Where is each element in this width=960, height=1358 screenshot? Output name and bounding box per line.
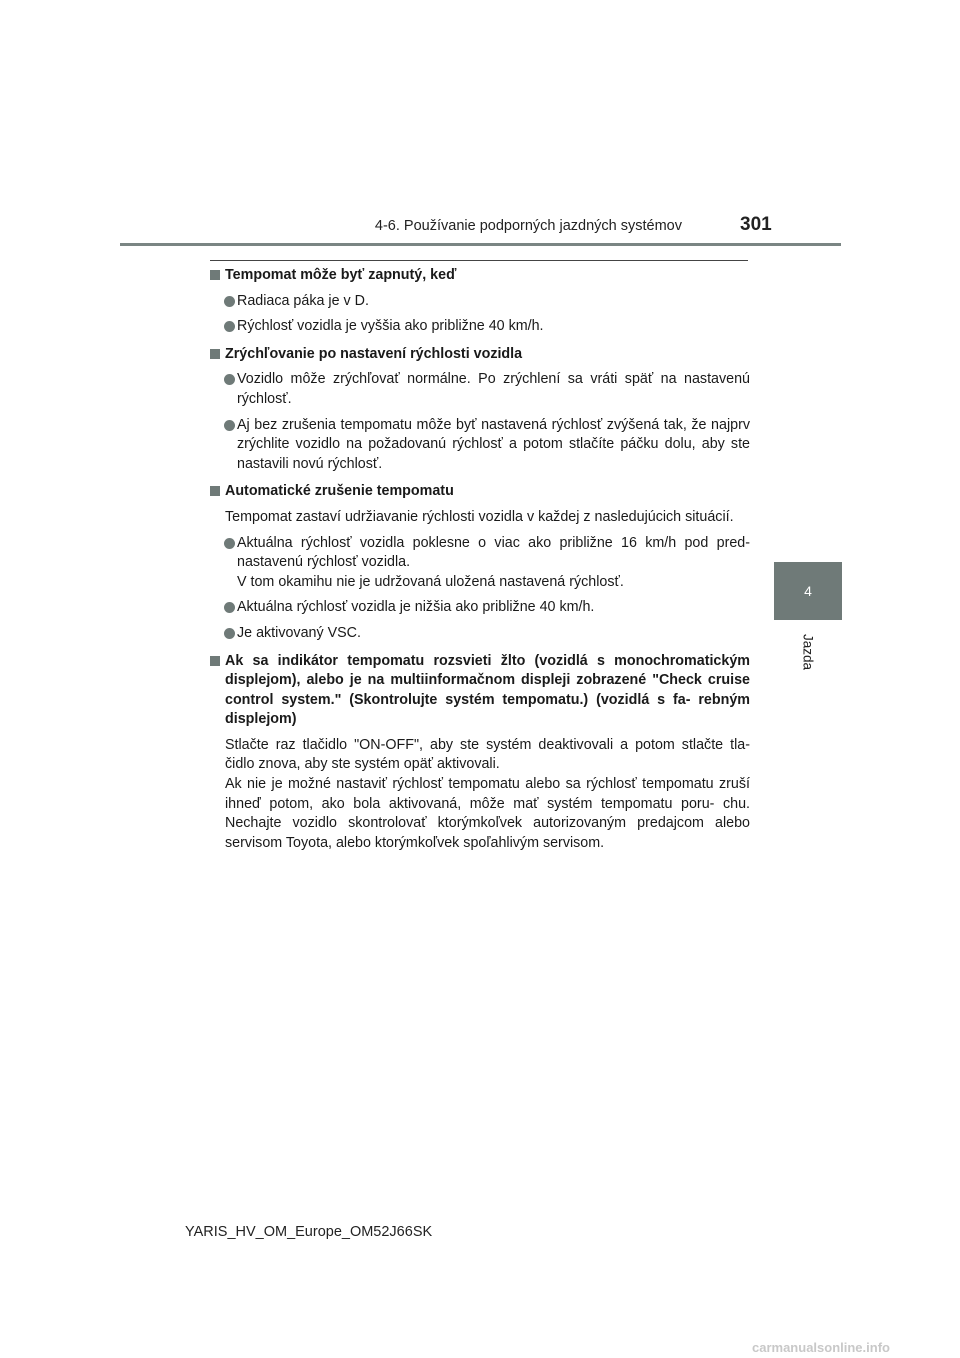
section-intro: Tempomat zastaví udržiavanie rýchlosti vozidla v každej z nasledujúcich situácií. xyxy=(225,508,734,525)
chapter-number: 4 xyxy=(804,583,812,599)
list-item-text: Aj bez zrušenia tempomatu môže byť nastavená rýchlosť zvýšená tak, že najprv zrýchlite vozidlo na požadovanú rýchlosť a potom stlačíte páčku dolu, aby ste nastavili novú rýchlosť. xyxy=(237,416,750,472)
square-bullet-icon xyxy=(210,656,220,666)
section-heading xyxy=(210,345,750,365)
page-number: 301 xyxy=(740,214,772,235)
square-bullet-icon xyxy=(210,349,220,359)
footer-code: YARIS_HV_OM_Europe_OM52J66SK xyxy=(185,1224,433,1240)
section-heading xyxy=(210,652,750,730)
section-heading-text: Automatické zrušenie tempomatu xyxy=(225,483,454,500)
page-content xyxy=(210,266,750,853)
header-rule xyxy=(120,243,841,246)
list-item xyxy=(210,370,750,409)
watermark[interactable]: carmanualsonline.info xyxy=(752,1340,890,1355)
list-item-text: Rýchlosť vozidla je vyššia ako približne 40 km/h. xyxy=(237,318,544,335)
list-item xyxy=(210,598,750,618)
circle-bullet-icon xyxy=(224,538,235,549)
list-item-text: Je aktivovaný VSC. xyxy=(237,624,361,641)
list-item xyxy=(210,416,750,475)
circle-bullet-icon xyxy=(224,420,235,431)
list-item xyxy=(210,534,750,593)
list-item-note: V tom okamihu nie je udržovaná uložená nastavená rýchlosť. xyxy=(237,573,624,590)
square-bullet-icon xyxy=(210,270,220,280)
section-heading-text: Ak sa indikátor tempomatu rozsvieti žlto (vozidlá s monochromatickým displejom), alebo je na multiinformačnom displeji zobrazené "Check cruise control system." (Skontrolujte systém tempomatu.) (vozidlá s fa- rebným displejom) xyxy=(225,652,750,728)
section-heading-text: Zrýchľovanie po nastavení rýchlosti vozidla xyxy=(225,345,523,362)
list-item-text: Aktuálna rýchlosť vozidla je nižšia ako približne 40 km/h. xyxy=(237,599,595,616)
paragraph-text: Ak nie je možné nastaviť rýchlosť tempomatu alebo sa rýchlosť tempomatu zruší ihneď potom, ako bola aktivovaná, môže mať systém tempomatu poru- chu. Nechajte vozidlo skontrolovať ktorýmkoľvek autorizovaným predajcom alebo servisom Toyota, alebo ktorýmkoľvek spoľahlivým servisom. xyxy=(225,776,750,851)
square-bullet-icon xyxy=(210,486,220,496)
circle-bullet-icon xyxy=(224,374,235,385)
chapter-tab[interactable] xyxy=(774,562,842,620)
list-item xyxy=(210,624,750,644)
circle-bullet-icon xyxy=(224,628,235,639)
list-item-text: Vozidlo môže zrýchľovať normálne. Po zrýchlení sa vráti späť na nastavenú rýchlosť. xyxy=(237,371,750,407)
circle-bullet-icon xyxy=(224,296,235,307)
list-item-text: Aktuálna rýchlosť vozidla poklesne o viac ako približne 16 km/h pod pred- nastavenú rýchlosť vozidla. xyxy=(237,534,750,571)
paragraph-text: Stlačte raz tlačidlo "ON-OFF", aby ste systém deaktivovali a potom stlačte tla- čidlo znova, aby ste systém opäť aktivovali. xyxy=(225,736,750,773)
circle-bullet-icon xyxy=(224,602,235,613)
header-title: 4-6. Používanie podporných jazdných systémov xyxy=(374,218,682,234)
list-item-text: Radiaca páka je v D. xyxy=(237,292,369,309)
list-item xyxy=(210,317,750,337)
section-rule xyxy=(210,260,748,261)
list-item xyxy=(210,292,750,312)
section-heading xyxy=(210,266,750,286)
circle-bullet-icon xyxy=(224,321,235,332)
section-paragraph xyxy=(210,736,750,854)
section-heading-text: Tempomat môže byť zapnutý, keď xyxy=(225,267,457,283)
section-heading xyxy=(210,482,750,502)
chapter-label: Jazda xyxy=(800,633,816,671)
